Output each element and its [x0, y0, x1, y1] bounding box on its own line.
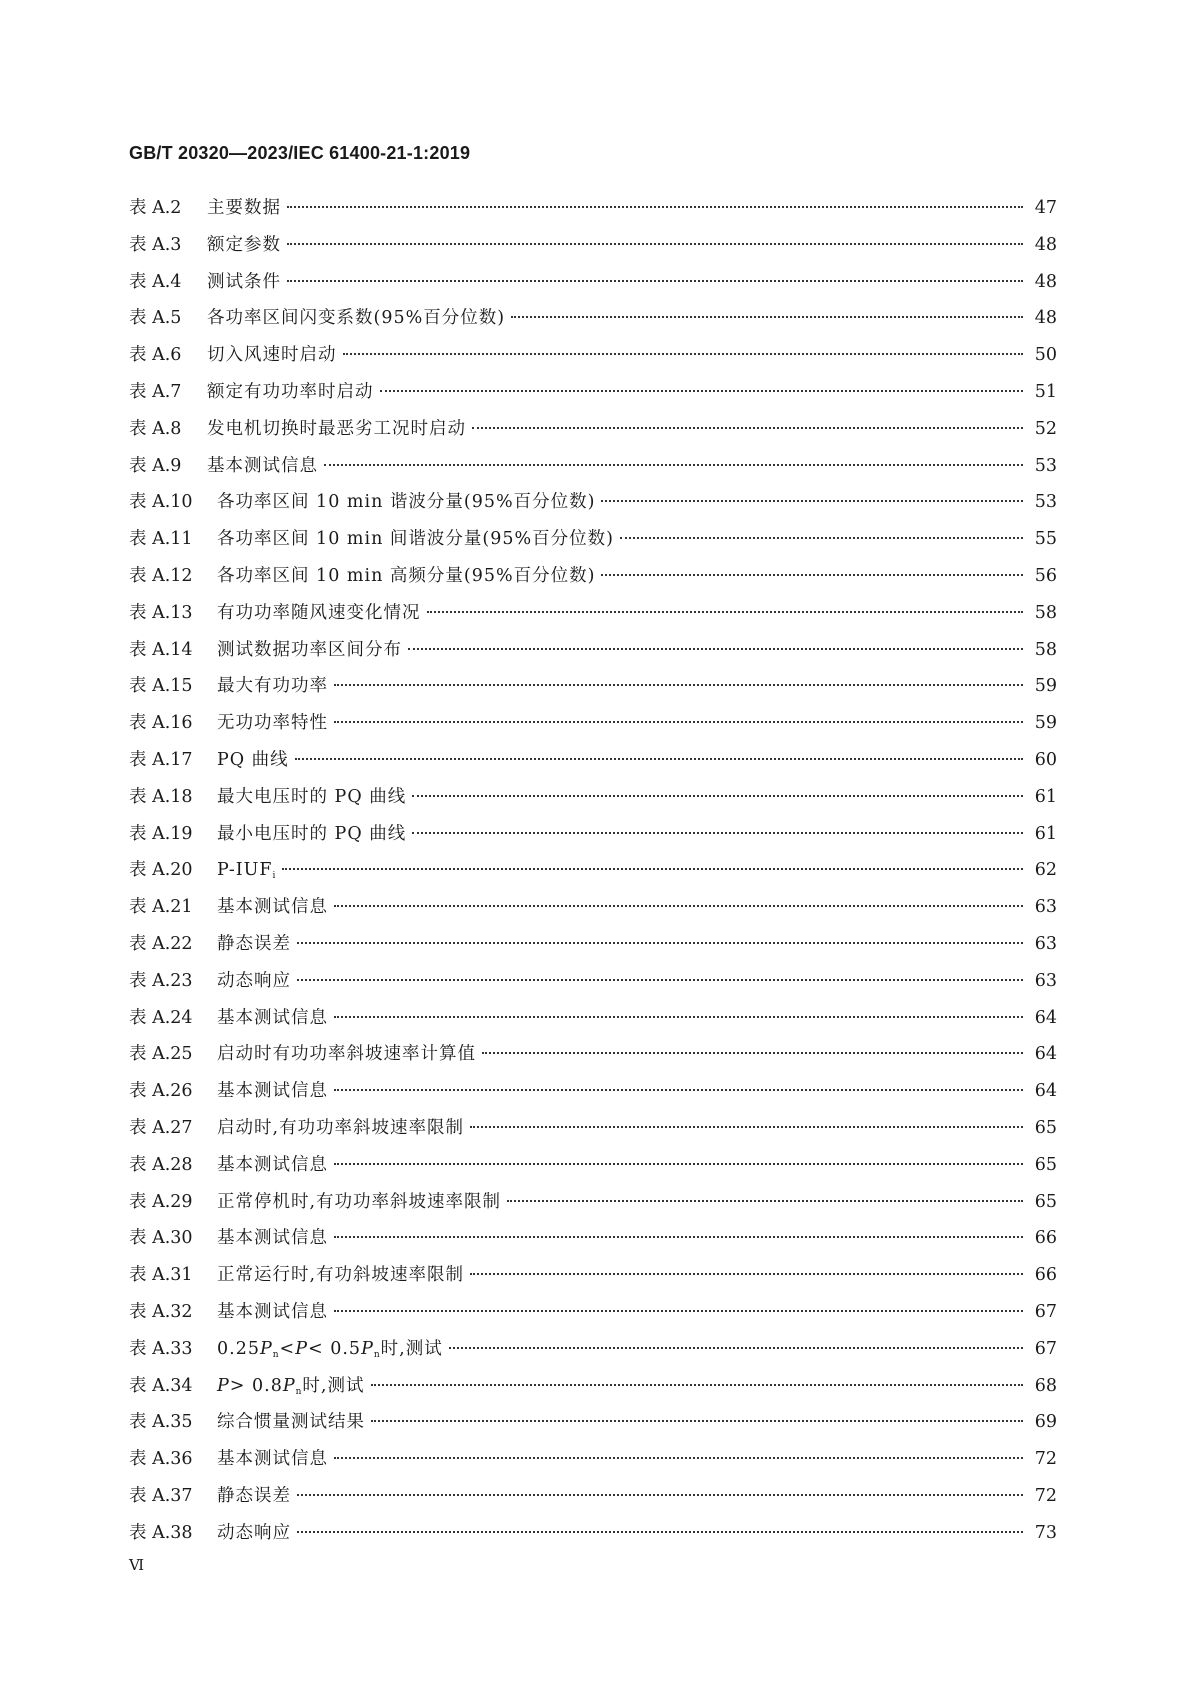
toc-entry-page: 63 [1034, 933, 1057, 954]
table-of-contents [129, 194, 1057, 1555]
toc-entry-title: 基本测试信息 [217, 1007, 328, 1028]
toc-entry[interactable] [129, 194, 1057, 231]
toc-entry-label: 表 A.19 [129, 823, 193, 844]
toc-entry-page: 73 [1034, 1522, 1057, 1543]
toc-entry[interactable] [129, 1004, 1057, 1041]
dot-leader [412, 832, 1023, 834]
toc-entry-label: 表 A.18 [129, 786, 193, 807]
toc-entry-page: 64 [1034, 1081, 1057, 1102]
subscript: n [272, 1349, 280, 1360]
toc-entry-page: 66 [1034, 1265, 1057, 1286]
toc-entry-page: 61 [1034, 823, 1057, 844]
dot-leader [343, 353, 1024, 355]
toc-entry-title: 静态误差 [217, 1485, 291, 1506]
toc-entry[interactable] [129, 1224, 1057, 1261]
page-number: Ⅵ [129, 1556, 144, 1574]
toc-entry-page: 48 [1034, 308, 1057, 329]
title-part: 时,测试 [302, 1375, 365, 1396]
toc-entry-page: 63 [1034, 970, 1057, 991]
toc-entry-title: 基本测试信息 [217, 1154, 328, 1175]
toc-entry-label: 表 A.34 [129, 1375, 193, 1396]
dot-leader [334, 1016, 1023, 1018]
dot-leader [334, 721, 1023, 723]
toc-entry-title: 切入风速时启动 [207, 345, 337, 366]
dot-leader [282, 868, 1023, 870]
toc-entry-page: 61 [1034, 786, 1057, 807]
toc-entry-title: 基本测试信息 [217, 1228, 328, 1249]
dot-leader [295, 758, 1023, 760]
toc-entry-label: 表 A.31 [129, 1265, 193, 1286]
toc-entry-page: 65 [1034, 1154, 1057, 1175]
title-part: 0.25 [217, 1338, 260, 1359]
dot-leader [334, 905, 1023, 907]
title-part: 时,测试 [380, 1338, 443, 1359]
toc-entry-page: 63 [1034, 897, 1057, 918]
toc-entry-page: 47 [1034, 198, 1057, 218]
toc-entry-page: 68 [1034, 1375, 1057, 1396]
symbol-p: P [282, 1375, 296, 1396]
toc-entry-title: 最小电压时的 PQ 曲线 [217, 823, 407, 844]
toc-entry[interactable] [129, 1298, 1057, 1335]
dot-leader [287, 206, 1023, 208]
toc-entry[interactable] [129, 1519, 1057, 1556]
toc-entry-page: 48 [1034, 234, 1057, 255]
toc-entry-label: 表 A.25 [129, 1044, 193, 1065]
toc-entry[interactable] [129, 1261, 1057, 1298]
dot-leader [297, 942, 1023, 944]
toc-entry-label: 表 A.9 [129, 455, 182, 476]
dot-leader [371, 1384, 1024, 1386]
toc-entry[interactable] [129, 1445, 1057, 1482]
toc-entry-page: 55 [1034, 529, 1057, 550]
toc-entry-title: 正常运行时,有功斜坡速率限制 [217, 1265, 465, 1286]
toc-entry-title: 启动时,有功功率斜坡速率限制 [217, 1117, 465, 1138]
toc-entry-title: 主要数据 [207, 198, 281, 218]
dot-leader [412, 795, 1023, 797]
dot-leader [380, 390, 1024, 392]
toc-entry[interactable] [129, 636, 1057, 673]
toc-entry-page: 62 [1034, 860, 1057, 881]
toc-entry[interactable] [129, 1408, 1057, 1445]
toc-entry-title [217, 1372, 365, 1397]
toc-entry[interactable] [129, 856, 1057, 893]
toc-entry-page: 67 [1034, 1338, 1057, 1359]
dot-leader [470, 1126, 1023, 1128]
toc-entry[interactable] [129, 1114, 1057, 1151]
toc-entry-page: 72 [1034, 1485, 1057, 1506]
toc-entry-page: 72 [1034, 1449, 1057, 1470]
toc-entry-title: 发电机切换时最恶劣工况时启动 [207, 418, 466, 439]
dot-leader [449, 1347, 1023, 1349]
subscript: i [272, 871, 277, 882]
toc-entry[interactable] [129, 967, 1057, 1004]
toc-entry-page: 65 [1034, 1117, 1057, 1138]
dot-leader [408, 648, 1023, 650]
toc-entry-label: 表 A.23 [129, 970, 193, 991]
title-part: < [279, 1338, 296, 1359]
toc-entry[interactable] [129, 746, 1057, 783]
dot-leader [334, 684, 1023, 686]
dot-leader [297, 1494, 1023, 1496]
toc-entry-label: 表 A.33 [129, 1338, 193, 1359]
toc-entry-page: 60 [1034, 749, 1057, 770]
symbol-p: P [295, 1338, 308, 1359]
toc-entry-label: 表 A.29 [129, 1191, 193, 1212]
toc-entry[interactable] [129, 268, 1057, 305]
toc-entry-page: 59 [1034, 713, 1057, 734]
toc-entry-label: 表 A.3 [129, 234, 182, 255]
dot-leader [334, 1163, 1023, 1165]
toc-entry-page: 65 [1034, 1191, 1057, 1212]
symbol-p: P [217, 1375, 230, 1396]
toc-entry[interactable] [129, 1482, 1057, 1519]
toc-entry[interactable] [129, 452, 1057, 489]
dot-leader [371, 1420, 1023, 1422]
toc-entry-label: 表 A.30 [129, 1228, 193, 1249]
toc-entry-label: 表 A.36 [129, 1449, 193, 1470]
toc-entry-label: 表 A.10 [129, 492, 193, 513]
toc-entry-label: 表 A.27 [129, 1117, 193, 1138]
toc-entry-label: 表 A.14 [129, 639, 193, 660]
toc-entry-label: 表 A.20 [129, 860, 193, 881]
toc-entry-label: 表 A.22 [129, 933, 193, 954]
toc-entry-page: 64 [1034, 1044, 1057, 1065]
toc-entry-title: 最大有功功率 [217, 676, 328, 697]
toc-entry[interactable] [129, 1151, 1057, 1188]
toc-entry[interactable] [129, 930, 1057, 967]
toc-entry-label: 表 A.11 [129, 529, 193, 550]
dot-leader [287, 243, 1023, 245]
toc-entry-title: 各功率区间闪变系数(95%百分位数) [207, 308, 506, 329]
toc-entry-label: 表 A.32 [129, 1301, 193, 1322]
toc-entry[interactable] [129, 231, 1057, 268]
toc-entry-label: 表 A.21 [129, 897, 193, 918]
toc-entry-title: 测试数据功率区间分布 [217, 639, 402, 660]
toc-entry-label: 表 A.16 [129, 713, 193, 734]
standard-header: GB/T 20320—2023/IEC 61400-21-1:2019 [129, 143, 471, 163]
symbol-p: P [259, 1338, 273, 1359]
toc-entry[interactable] [129, 1040, 1057, 1077]
subscript: n [295, 1386, 303, 1397]
toc-entry[interactable] [129, 525, 1057, 562]
dot-leader [507, 1200, 1023, 1202]
toc-entry[interactable] [129, 709, 1057, 746]
toc-entry-title: 综合惯量测试结果 [217, 1412, 365, 1433]
toc-entry-title: 测试条件 [207, 271, 281, 292]
toc-entry[interactable] [129, 562, 1057, 599]
toc-entry-page: 52 [1034, 418, 1057, 439]
dot-leader [334, 1310, 1023, 1312]
toc-entry-title: 基本测试信息 [217, 1081, 328, 1102]
toc-entry-page: 51 [1034, 381, 1057, 402]
toc-entry-title: 静态误差 [217, 933, 291, 954]
toc-entry-label: 表 A.24 [129, 1007, 193, 1028]
toc-entry-title: 正常停机时,有功功率斜坡速率限制 [217, 1191, 502, 1212]
title-part: < 0.5 [308, 1338, 362, 1359]
toc-entry-page: 58 [1034, 602, 1057, 623]
dot-leader [601, 574, 1023, 576]
toc-entry-title: 基本测试信息 [217, 897, 328, 918]
dot-leader [511, 316, 1023, 318]
toc-entry-title: 额定参数 [207, 234, 281, 255]
toc-entry-page: 53 [1034, 455, 1057, 476]
toc-entry[interactable] [129, 672, 1057, 709]
dot-leader [472, 427, 1023, 429]
toc-entry-title: 各功率区间 10 min 间谐波分量(95%百分位数) [217, 529, 614, 550]
toc-entry-title: 动态响应 [217, 1522, 291, 1543]
toc-entry-title: 动态响应 [217, 970, 291, 991]
toc-entry-title: 基本测试信息 [217, 1301, 328, 1322]
subscript: n [373, 1349, 381, 1360]
toc-entry-label: 表 A.13 [129, 602, 193, 623]
toc-entry-title: 基本测试信息 [207, 455, 318, 476]
title-part: > 0.8 [229, 1375, 283, 1396]
toc-entry-page: 59 [1034, 676, 1057, 697]
toc-entry-title: 无功功率特性 [217, 713, 328, 734]
toc-entry-label: 表 A.12 [129, 565, 193, 586]
toc-entry-label: 表 A.2 [129, 198, 182, 218]
toc-entry-page: 50 [1034, 345, 1057, 366]
toc-entry-title: PQ 曲线 [217, 749, 289, 770]
toc-entry-label: 表 A.15 [129, 676, 193, 697]
dot-leader [620, 537, 1023, 539]
toc-entry-title: 额定有功功率时启动 [207, 381, 374, 402]
toc-entry-label: 表 A.37 [129, 1485, 193, 1506]
toc-entry-title: 基本测试信息 [217, 1449, 328, 1470]
dot-leader [324, 464, 1023, 466]
toc-entry-page: 48 [1034, 271, 1057, 292]
toc-entry-title: 各功率区间 10 min 高频分量(95%百分位数) [217, 565, 596, 586]
dot-leader [470, 1273, 1023, 1275]
toc-entry-page: 67 [1034, 1301, 1057, 1322]
toc-entry-label: 表 A.7 [129, 381, 182, 402]
toc-entry[interactable] [129, 341, 1057, 378]
toc-entry[interactable] [129, 488, 1057, 525]
toc-entry[interactable] [129, 820, 1057, 857]
toc-entry-label: 表 A.8 [129, 418, 182, 439]
toc-entry-label: 表 A.17 [129, 749, 193, 770]
toc-entry-page: 64 [1034, 1007, 1057, 1028]
toc-entry-page: 56 [1034, 565, 1057, 586]
dot-leader [601, 500, 1023, 502]
toc-entry-label: 表 A.4 [129, 271, 182, 292]
dot-leader [297, 979, 1023, 981]
toc-entry[interactable] [129, 378, 1057, 415]
toc-entry[interactable] [129, 304, 1057, 341]
dot-leader [427, 611, 1024, 613]
dot-leader [334, 1457, 1023, 1459]
toc-entry-title: 最大电压时的 PQ 曲线 [217, 786, 407, 807]
toc-entry[interactable] [129, 415, 1057, 452]
toc-entry-page: 58 [1034, 639, 1057, 660]
toc-entry-label: 表 A.5 [129, 308, 182, 329]
toc-entry[interactable] [129, 1077, 1057, 1114]
toc-entry-page: 66 [1034, 1228, 1057, 1249]
toc-entry-title: 启动时有功功率斜坡速率计算值 [217, 1044, 476, 1065]
toc-entry[interactable] [129, 1335, 1057, 1372]
dot-leader [334, 1236, 1023, 1238]
toc-entry[interactable] [129, 1372, 1057, 1409]
symbol-p: P [361, 1338, 374, 1359]
dot-leader [482, 1052, 1023, 1054]
toc-entry-title: 有功功率随风速变化情况 [217, 602, 421, 623]
toc-entry[interactable] [129, 783, 1057, 820]
dot-leader [334, 1089, 1023, 1091]
toc-entry-label: 表 A.26 [129, 1081, 193, 1102]
dot-leader [297, 1531, 1023, 1533]
toc-entry[interactable] [129, 1188, 1057, 1225]
toc-entry-page: 69 [1034, 1412, 1057, 1433]
dot-leader [287, 280, 1023, 282]
title-text: P-IUF [217, 860, 273, 881]
toc-entry-page: 53 [1034, 492, 1057, 513]
toc-entry[interactable] [129, 599, 1057, 636]
toc-entry-label: 表 A.35 [129, 1412, 193, 1433]
toc-entry-label: 表 A.6 [129, 345, 182, 366]
toc-entry-title: 各功率区间 10 min 谐波分量(95%百分位数) [217, 492, 596, 513]
toc-entry-label: 表 A.28 [129, 1154, 193, 1175]
toc-entry[interactable] [129, 893, 1057, 930]
toc-entry-title [217, 1335, 443, 1360]
toc-entry-label: 表 A.38 [129, 1522, 193, 1543]
toc-entry-title [217, 860, 276, 881]
